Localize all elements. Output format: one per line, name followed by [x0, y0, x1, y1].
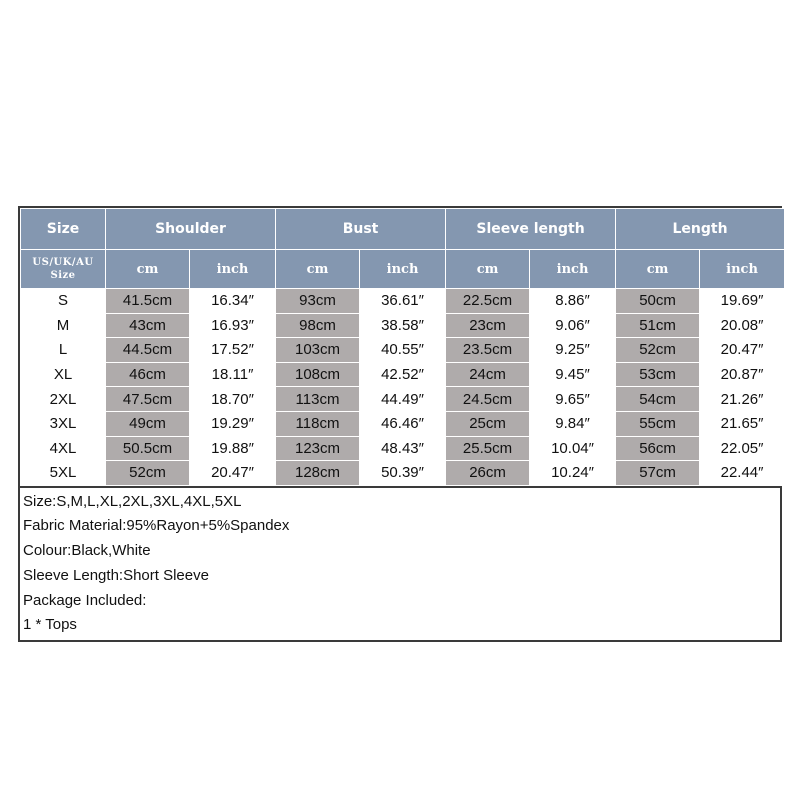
- cm-value-cell: 56cm: [616, 436, 700, 461]
- cm-value-cell: 46cm: [106, 362, 190, 387]
- unit-inch: inch: [700, 250, 785, 289]
- size-label-cell: M: [21, 313, 106, 338]
- table-row: [21, 461, 785, 486]
- unit-inch: inch: [190, 250, 276, 289]
- info-fabric: Fabric Material:95%Rayon+5%Spandex: [23, 517, 290, 535]
- size-chart: [18, 206, 782, 642]
- cm-value-cell: 43cm: [106, 313, 190, 338]
- size-rows: [21, 289, 785, 486]
- inch-value-cell: 9.84″: [530, 411, 616, 436]
- bust-header: Bust: [276, 209, 446, 250]
- region-size-label: [21, 250, 106, 289]
- inch-value-cell: 9.45″: [530, 362, 616, 387]
- cm-value-cell: 54cm: [616, 387, 700, 412]
- sleeve-length-header: Sleeve length: [446, 209, 616, 250]
- inch-value-cell: 18.70″: [190, 387, 276, 412]
- inch-value-cell: 18.11″: [190, 362, 276, 387]
- cm-value-cell: 23cm: [446, 313, 530, 338]
- cm-value-cell: 53cm: [616, 362, 700, 387]
- cm-value-cell: 51cm: [616, 313, 700, 338]
- inch-value-cell: 22.05″: [700, 436, 785, 461]
- cm-value-cell: 118cm: [276, 411, 360, 436]
- cm-value-cell: 41.5cm: [106, 289, 190, 314]
- region-label-line1: US/UK/AU: [32, 257, 94, 268]
- inch-value-cell: 40.55″: [360, 338, 446, 363]
- cm-value-cell: 50cm: [616, 289, 700, 314]
- cm-value-cell: 57cm: [616, 461, 700, 486]
- inch-value-cell: 44.49″: [360, 387, 446, 412]
- inch-value-cell: 19.69″: [700, 289, 785, 314]
- table-row: [21, 387, 785, 412]
- cm-value-cell: 49cm: [106, 411, 190, 436]
- size-label-cell: 4XL: [21, 436, 106, 461]
- inch-value-cell: 48.43″: [360, 436, 446, 461]
- inch-value-cell: 9.25″: [530, 338, 616, 363]
- unit-inch: inch: [530, 250, 616, 289]
- inch-value-cell: 8.86″: [530, 289, 616, 314]
- inch-value-cell: 16.93″: [190, 313, 276, 338]
- inch-value-cell: 38.58″: [360, 313, 446, 338]
- inch-value-cell: 9.06″: [530, 313, 616, 338]
- cm-value-cell: 55cm: [616, 411, 700, 436]
- cm-value-cell: 23.5cm: [446, 338, 530, 363]
- inch-value-cell: 46.46″: [360, 411, 446, 436]
- inch-value-cell: 42.52″: [360, 362, 446, 387]
- inch-value-cell: 20.47″: [190, 461, 276, 486]
- inch-value-cell: 22.44″: [700, 461, 785, 486]
- region-label-line2: Size: [50, 270, 76, 281]
- inch-value-cell: 50.39″: [360, 461, 446, 486]
- size-label-cell: 5XL: [21, 461, 106, 486]
- table-row: [21, 313, 785, 338]
- cm-value-cell: 52cm: [616, 338, 700, 363]
- table-row: [21, 362, 785, 387]
- cm-value-cell: 128cm: [276, 461, 360, 486]
- inch-value-cell: 21.65″: [700, 411, 785, 436]
- info-sizes: Size:S,M,L,XL,2XL,3XL,4XL,5XL: [23, 492, 242, 510]
- table-row: [21, 411, 785, 436]
- cm-value-cell: 25cm: [446, 411, 530, 436]
- header-row: [21, 209, 785, 250]
- inch-value-cell: 19.88″: [190, 436, 276, 461]
- cm-value-cell: 26cm: [446, 461, 530, 486]
- inch-value-cell: 10.24″: [530, 461, 616, 486]
- shoulder-header: Shoulder: [106, 209, 276, 250]
- inch-value-cell: 36.61″: [360, 289, 446, 314]
- inch-value-cell: 9.65″: [530, 387, 616, 412]
- unit-inch: inch: [360, 250, 446, 289]
- cm-value-cell: 113cm: [276, 387, 360, 412]
- inch-value-cell: 20.08″: [700, 313, 785, 338]
- cm-value-cell: 25.5cm: [446, 436, 530, 461]
- product-info: [20, 486, 780, 640]
- inch-value-cell: 20.47″: [700, 338, 785, 363]
- cm-value-cell: 93cm: [276, 289, 360, 314]
- unit-cm: cm: [106, 250, 190, 289]
- size-label-cell: 3XL: [21, 411, 106, 436]
- info-package: Package Included:: [23, 591, 147, 609]
- info-package-contents: 1 * Tops: [23, 616, 77, 634]
- cm-value-cell: 24.5cm: [446, 387, 530, 412]
- unit-row: [21, 250, 785, 289]
- inch-value-cell: 21.26″: [700, 387, 785, 412]
- size-label-cell: XL: [21, 362, 106, 387]
- cm-value-cell: 98cm: [276, 313, 360, 338]
- cm-value-cell: 24cm: [446, 362, 530, 387]
- inch-value-cell: 20.87″: [700, 362, 785, 387]
- size-label-cell: 2XL: [21, 387, 106, 412]
- table-row: [21, 436, 785, 461]
- unit-cm: cm: [616, 250, 700, 289]
- length-header: Length: [616, 209, 785, 250]
- size-column-header: Size: [21, 209, 106, 250]
- inch-value-cell: 17.52″: [190, 338, 276, 363]
- info-sleeve: Sleeve Length:Short Sleeve: [23, 566, 209, 584]
- size-label-cell: S: [21, 289, 106, 314]
- cm-value-cell: 50.5cm: [106, 436, 190, 461]
- cm-value-cell: 123cm: [276, 436, 360, 461]
- cm-value-cell: 52cm: [106, 461, 190, 486]
- size-table: [20, 208, 785, 486]
- cm-value-cell: 108cm: [276, 362, 360, 387]
- unit-cm: cm: [446, 250, 530, 289]
- table-row: [21, 338, 785, 363]
- cm-value-cell: 44.5cm: [106, 338, 190, 363]
- unit-cm: cm: [276, 250, 360, 289]
- cm-value-cell: 22.5cm: [446, 289, 530, 314]
- cm-value-cell: 47.5cm: [106, 387, 190, 412]
- inch-value-cell: 10.04″: [530, 436, 616, 461]
- cm-value-cell: 103cm: [276, 338, 360, 363]
- inch-value-cell: 19.29″: [190, 411, 276, 436]
- table-row: [21, 289, 785, 314]
- inch-value-cell: 16.34″: [190, 289, 276, 314]
- size-label-cell: L: [21, 338, 106, 363]
- info-colour: Colour:Black,White: [23, 542, 151, 560]
